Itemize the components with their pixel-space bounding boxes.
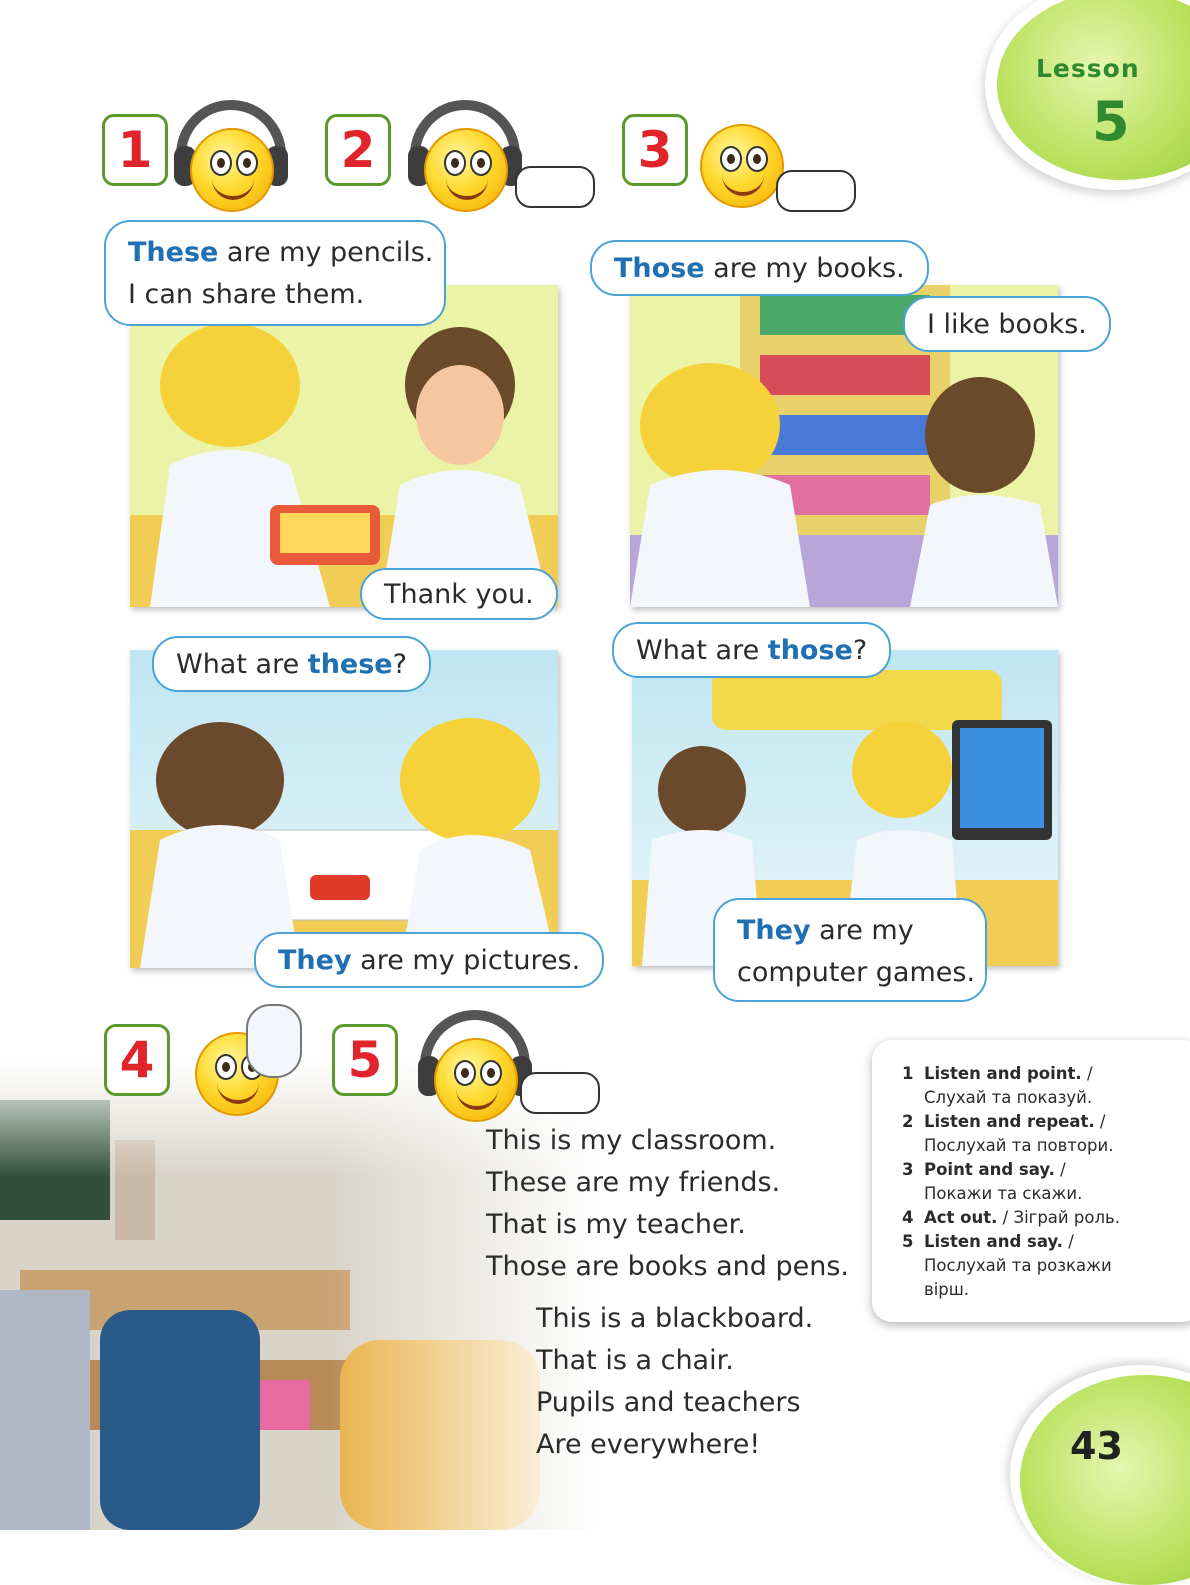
instruction-en: Listen and repeat.	[924, 1112, 1095, 1131]
illustration-boys-pictures	[130, 650, 558, 968]
activity-number-1: 1	[102, 114, 168, 186]
bubble-text: ?	[852, 635, 868, 666]
instruction-item	[902, 1158, 1190, 1206]
bubble-text: are my pencils.	[218, 237, 434, 268]
headphones-smiley-speaking-icon	[410, 100, 520, 220]
bubble-text: are my pictures.	[351, 945, 581, 976]
instruction-number: 4	[902, 1208, 914, 1227]
speech-bubble-icon	[520, 1072, 600, 1114]
instruction-en: Listen and say.	[924, 1232, 1063, 1251]
speech-bubble-computer-games	[713, 898, 987, 1002]
poem-line: Those are books and pens.	[486, 1251, 849, 1282]
keyword-those: those	[767, 635, 853, 666]
speech-bubble-my-pictures	[254, 932, 604, 988]
instruction-ua: Послухай та розкажи вірш.	[924, 1256, 1112, 1299]
speech-bubble-these-pencils	[104, 220, 446, 326]
lesson-tab	[985, 0, 1190, 190]
instruction-item	[902, 1206, 1190, 1230]
poem-line: This is a blackboard.	[536, 1303, 814, 1334]
instruction-sep: /	[1062, 1232, 1074, 1251]
instruction-sep: /	[1081, 1064, 1093, 1083]
bubble-text: are my books.	[704, 253, 905, 284]
bubble-text: ?	[392, 649, 407, 680]
speech-bubble-icon	[515, 166, 595, 208]
poem-line: This is my classroom.	[486, 1125, 777, 1156]
poem-stanza-2	[536, 1298, 813, 1466]
poem-line: Pupils and teachers	[536, 1387, 801, 1418]
speech-bubble-icon	[776, 170, 856, 212]
page-number-tab	[1010, 1365, 1190, 1585]
keyword-they: They	[737, 915, 811, 946]
poem-stanza-1	[486, 1120, 849, 1288]
instruction-sep: /	[1054, 1160, 1066, 1179]
page-number: 43	[1070, 1424, 1123, 1468]
keyword-these: These	[128, 237, 219, 268]
instruction-sep: /	[1094, 1112, 1106, 1131]
poem-line: That is my teacher.	[486, 1209, 746, 1240]
illustration-boys-pencil-case	[130, 285, 558, 607]
poem-line: These are my friends.	[486, 1167, 781, 1198]
instruction-ua: Слухай та показуй.	[924, 1088, 1093, 1107]
smiley-pointing-speaking-icon	[700, 124, 784, 208]
bubble-text: What are	[176, 649, 308, 680]
activity-number-2: 2	[325, 114, 391, 186]
speech-bubble-what-are-those	[612, 622, 891, 678]
lesson-label: Lesson	[1036, 54, 1140, 83]
speech-bubble-i-like-books: I like books.	[903, 296, 1111, 352]
keyword-these: these	[307, 649, 393, 680]
speech-bubble-what-are-these	[152, 636, 431, 692]
instructions-box	[872, 1040, 1190, 1322]
poem-line: Are everywhere!	[536, 1429, 761, 1460]
instruction-item	[902, 1110, 1190, 1158]
theatre-mask-icon	[246, 1004, 302, 1078]
comic-panel-1	[130, 285, 558, 607]
instruction-number: 2	[902, 1112, 914, 1131]
instruction-ua: Послухай та повтори.	[924, 1136, 1114, 1155]
instruction-number: 3	[902, 1160, 914, 1179]
bubble-text: What are	[636, 635, 768, 666]
instruction-item	[902, 1230, 1134, 1302]
headphones-smiley-pointing-icon	[176, 100, 286, 220]
comic-panel-3	[130, 650, 558, 968]
instruction-en: Point and say.	[924, 1160, 1055, 1179]
instruction-ua: Покажи та скажи.	[924, 1184, 1083, 1203]
keyword-those: Those	[614, 253, 705, 284]
instruction-number: 5	[902, 1232, 914, 1251]
instruction-number: 1	[902, 1064, 914, 1083]
activity-number-4: 4	[104, 1024, 170, 1096]
instruction-en: Listen and point.	[924, 1064, 1082, 1083]
activity-number-3: 3	[622, 114, 688, 186]
bubble-text: computer games.	[737, 957, 976, 988]
activity-number-5: 5	[332, 1024, 398, 1096]
keyword-they: They	[278, 945, 352, 976]
instruction-ua: Зіграй роль.	[1013, 1208, 1120, 1227]
speech-bubble-those-books	[590, 240, 929, 296]
lesson-number: 5	[1092, 90, 1130, 153]
poem-line: That is a chair.	[536, 1345, 734, 1376]
instruction-sep: /	[997, 1208, 1014, 1227]
headphones-smiley-speaking-icon	[420, 1010, 530, 1130]
speech-bubble-thank-you: Thank you.	[360, 568, 558, 620]
bubble-text: I can share them.	[128, 279, 365, 310]
bubble-text: are my	[810, 915, 914, 946]
instruction-item	[902, 1062, 1190, 1110]
instruction-en: Act out.	[924, 1208, 998, 1227]
